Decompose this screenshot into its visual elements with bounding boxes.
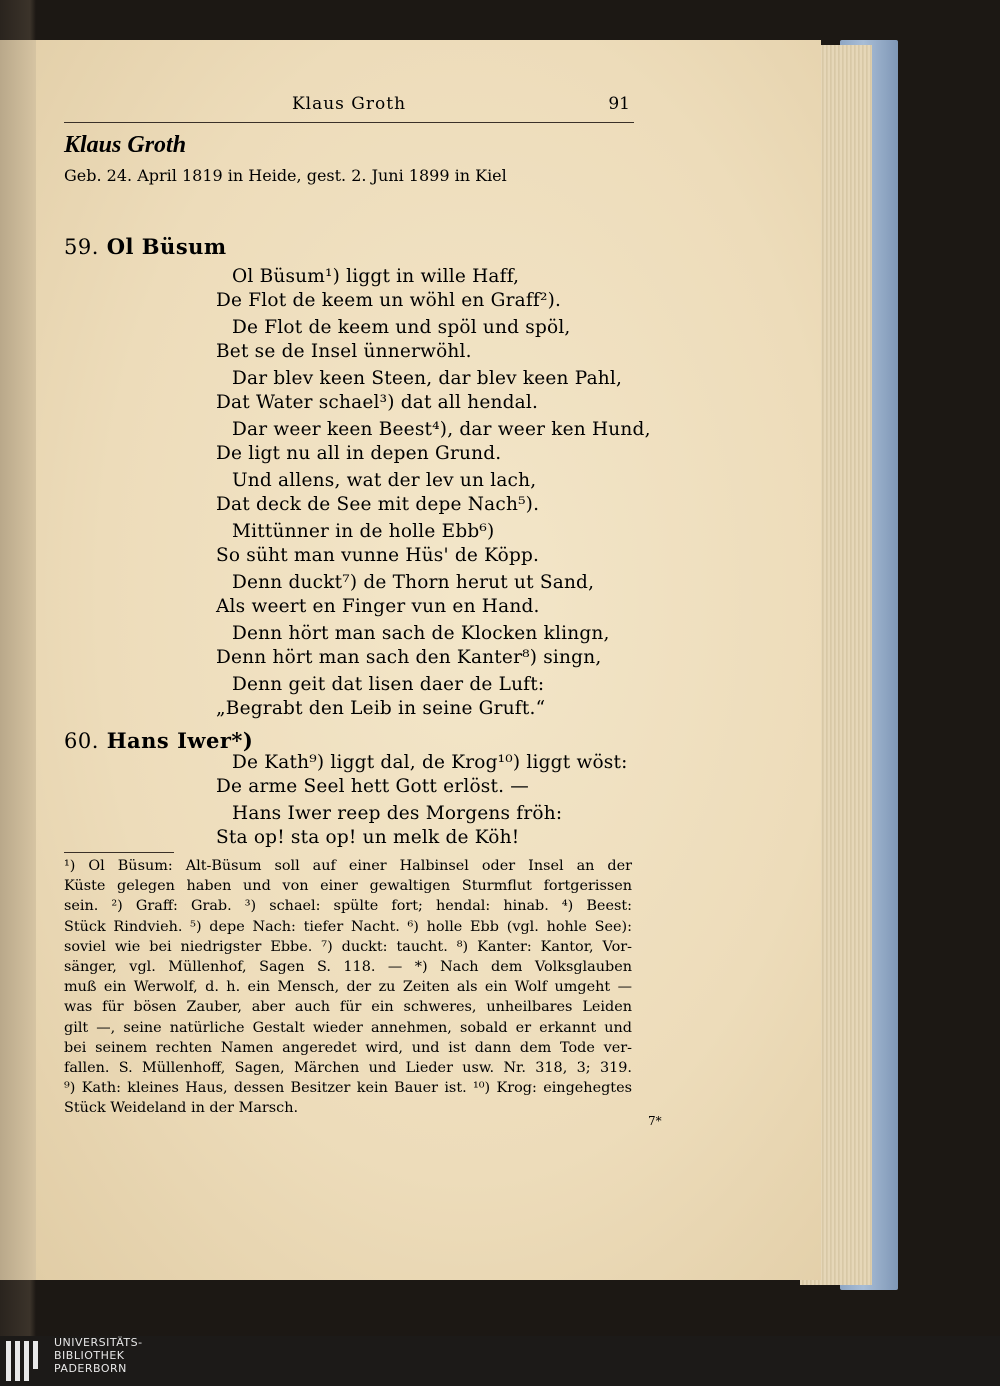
poem-line: Dar blev keen Steen, dar blev keen Pahl, (232, 368, 623, 389)
poem-number: 59. (64, 235, 99, 259)
footnote-line: gilt —, seine natürliche Gestalt wieder annehmen, sobald er erkannt und (64, 1019, 632, 1036)
poem-line: Dat deck de See mit depe Nach⁵). (216, 494, 540, 515)
footnote-line: soviel wie bei niedrigster Ebbe. ⁷) duckt: taucht. ⁸) Kanter: Kantor, Vor- (64, 938, 632, 955)
poem-line: De Kath⁹) liggt dal, de Krog¹⁰) liggt wöst: (232, 752, 628, 773)
footnote-line: was für bösen Zauber, aber auch für ein schweres, unheilbares Leiden (64, 999, 632, 1016)
footnote-line: sänger, vgl. Müllenhof, Sagen S. 118. — *) Nach dem Volksglauben (64, 959, 632, 976)
footnote-line: Küste gelegen haben und von einer gewaltigen Sturmflut fortgerissen (64, 878, 632, 895)
author-life-dates: Geb. 24. April 1819 in Heide, gest. 2. Juni 1899 in Kiel (64, 166, 507, 185)
library-footer-bar (0, 1336, 1000, 1386)
poem-line: Ol Büsum¹) liggt in wille Haff, (232, 266, 520, 287)
running-head-title: Klaus Groth (291, 94, 407, 114)
library-name-line: UNIVERSITÄTS- (54, 1336, 143, 1349)
poem-line: Hans Iwer reep des Morgens fröh: (232, 803, 563, 824)
poem-line: Dar weer keen Beest⁴), dar weer ken Hund, (232, 419, 651, 440)
poem-title-60 (64, 728, 253, 753)
library-name-line: PADERBORN (54, 1362, 127, 1375)
footnote-line: muß ein Werwolf, d. h. ein Mensch, der zu Zeiten als ein Wolf umgeht — (64, 979, 632, 996)
poem-line: De arme Seel hett Gott erlöst. — (216, 776, 529, 797)
poem-line: Bet se de Insel ünnerwöhl. (216, 341, 472, 362)
signature-mark: 7* (648, 1114, 662, 1128)
poem-line: De Flot de keem un wöhl en Graff²). (216, 290, 562, 311)
footnote-line: bei seinem rechten Namen angeredet wird, und ist dann dem Tode ver- (64, 1039, 632, 1056)
poem-title-59 (64, 234, 227, 259)
library-logo-icon (4, 1339, 44, 1383)
footnote-line: sein. ²) Graff: Grab. ³) schael: spülte fort; hendal: hinab. ⁴) Beest: (64, 898, 632, 915)
footnotes (64, 856, 632, 1119)
poem-line: Sta op! sta op! un melk de Köh! (216, 827, 520, 848)
poem-title-text: Hans Iwer*) (106, 728, 254, 753)
poem-line: Als weert en Finger vun en Hand. (216, 596, 540, 617)
poem-line: Dat Water schael³) dat all hendal. (216, 392, 539, 413)
footnote-line: Stück Weideland in der Marsch. (64, 1100, 299, 1117)
poem-number: 60. (64, 729, 99, 753)
library-name-line: BIBLIOTHEK (54, 1349, 125, 1362)
poem-line: Denn geit dat lisen daer de Luft: (232, 674, 545, 695)
page-number: 91 (608, 94, 630, 114)
running-head (64, 92, 634, 123)
author-heading: Klaus Groth (64, 132, 187, 158)
poem-line: Und allens, wat der lev un lach, (232, 470, 537, 491)
footnote-line: ¹) Ol Büsum: Alt-Büsum soll auf einer Halbinsel oder Insel an der (64, 858, 632, 874)
poem-line: Mittünner in de holle Ebb⁶) (232, 521, 495, 542)
poem-line: De Flot de keem und spöl und spöl, (232, 317, 571, 338)
library-name (54, 1336, 143, 1375)
poem-line: De ligt nu all in depen Grund. (216, 443, 502, 464)
poem-line: Denn hört man sach den Kanter⁸) singn, (216, 647, 602, 668)
footnote-line: fallen. S. Müllenhoff, Sagen, Märchen und Lieder usw. Nr. 318, 3; 319. (64, 1060, 632, 1077)
footnote-line: ⁹) Kath: kleines Haus, dessen Besitzer kein Bauer ist. ¹⁰) Krog: eingehegtes (64, 1080, 632, 1097)
poem-line: Denn duckt⁷) de Thorn herut ut Sand, (232, 572, 595, 593)
footnote-rule (64, 852, 174, 853)
poem-line: „Begrabt den Leib in seine Gruft.“ (216, 698, 546, 719)
poem-title-text: Ol Büsum (106, 234, 227, 259)
footnote-line: Stück Rindvieh. ⁵) depe Nach: tiefer Nacht. ⁶) holle Ebb (vgl. hohle See): (64, 918, 632, 935)
poem-line: Denn hört man sach de Klocken klingn, (232, 623, 610, 644)
left-page-edge (0, 40, 40, 1280)
poem-line: So süht man vunne Hüs' de Köpp. (216, 545, 540, 566)
